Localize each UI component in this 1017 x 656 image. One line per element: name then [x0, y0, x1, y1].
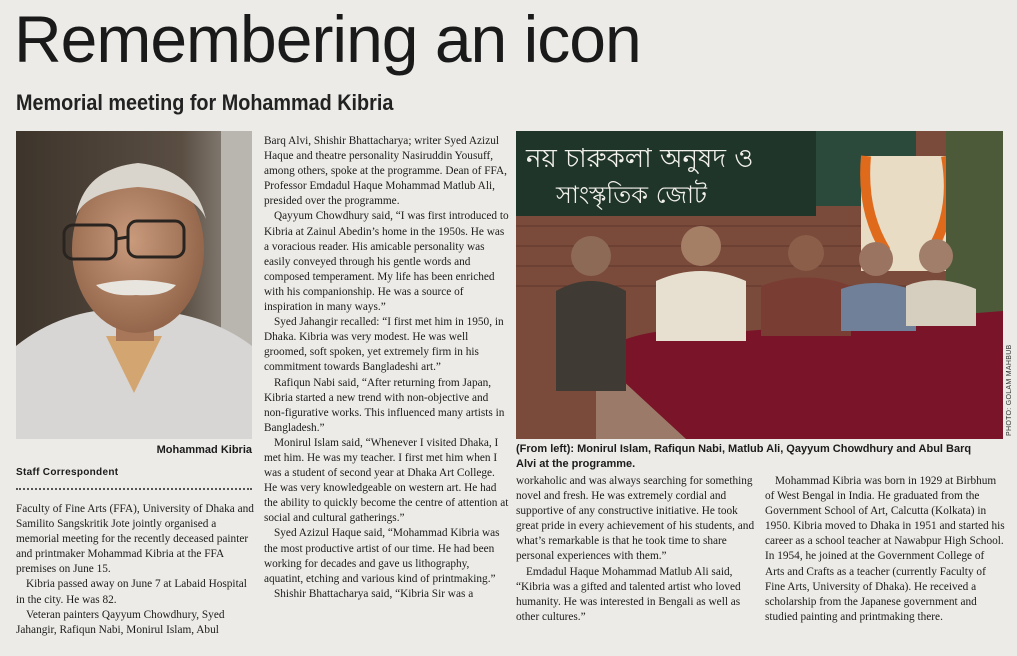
article-column-1: [16, 502, 256, 638]
event-photo-caption: (From left): Monirul Islam, Rafiqun Nabi, Matlub Ali, Qayyum Chowdhury and Abul Barq Alvi at the programme.: [516, 443, 972, 470]
byline: Staff Correspondent: [16, 467, 119, 478]
paragraph: Syed Azizul Haque said, “Mohammad Kibria was the most productive artist of our time. He had been working for decades and gave us lithography, aquatint, etching and various kind of printmaking.”: [264, 527, 500, 585]
paragraph: Monirul Islam said, “Whenever I visited Dhaka, I met him. He was my teacher. I first met him when I was a student of second year at Dhaka Art College. He was very knowledgeable on western art. He had the ability to quickly become the centre of attention at social and cultural gatherings.”: [264, 436, 509, 525]
paragraph: Syed Jahangir recalled: “I first met him in 1950, in Dhaka. Kibria was very modest. He was well groomed, soft spoken, yet extremely firm in his commitment towards Bangladeshi art.”: [264, 316, 504, 374]
event-photo: [516, 131, 1003, 439]
portrait-caption: Mohammad Kibria: [156, 444, 252, 456]
byline-divider: [16, 488, 252, 490]
article-column-4: [765, 474, 1005, 625]
paragraph: Veteran painters Qayyum Chowdhury, Syed Jahangir, Rafiqun Nabi, Monirul Islam, Abul: [16, 608, 225, 636]
paragraph: Kibria passed away on June 7 at Labaid Hospital in the city. He was 82.: [16, 578, 247, 606]
paragraph: Rafiqun Nabi said, “After returning from Japan, Kibria started a new trend with non-objective and non-figurative works. This influenced many artists in Bangladesh.”: [264, 376, 505, 434]
subheadline: Memorial meeting for Mohammad Kibria: [16, 90, 394, 115]
paragraph: Mohammad Kibria was born in 1929 at Birbhum of West Bengal in India. He graduated from the Government School of Art, Calcutta (Kolkata) in 1950. Kibria moved to Dhaka in 1951 and started his career as a school teacher at Nawabpur High School. In 1954, he joined at the Government College of Arts and Crafts as a teacher (currently Faculty of Fine Arts, University of Dhaka). He received a scholarship from the Japanese government and studied painting and printmaking there.: [765, 475, 1005, 623]
paragraph: Emdadul Haque Mohammad Matlub Ali said, “Kibria was a gifted and talented artist who loved humanity. He was interested in Bengali as well as other cultures.”: [516, 565, 741, 623]
banner-text-2: সাংস্কৃতিক জোট: [556, 181, 707, 209]
portrait-photo: [16, 131, 252, 439]
paragraph: Barq Alvi, Shishir Bhattacharya; writer Syed Azizul Haque and theatre personality Nasiruddin Yousuff, among others, spoke at the programme. Dean of FFA, Professor Emdadul Haque Mohammad Matlub Ali, presided over the programme.: [264, 135, 507, 208]
paragraph: Faculty of Fine Arts (FFA), University of Dhaka and Samilito Sangskritik Jote jointly organised a memorial meeting for the recently deceased painter and printmaker Mohammad Kibria at the FFA premises on June 15.: [16, 503, 254, 576]
article-column-3: [516, 474, 758, 625]
photo-credit: PHOTO: GOLAM MAHBUB: [1006, 344, 1013, 436]
paragraph: Qayyum Chowdhury said, “I was first introduced to Kibria at Zainul Abedin’s home in the 1950s. He was a voracious reader. His amicable personality was easily conveyed through his gentle words and composed temperament. My life has been enriched with his companionship. He was a source of inspiration in many ways.”: [264, 210, 509, 314]
headline: Remembering an icon: [14, 2, 641, 76]
banner-text-1: নয় চারুকলা অনুষদ ও: [526, 144, 754, 174]
article-column-2: [264, 134, 510, 602]
paragraph: Shishir Bhattacharya said, “Kibria Sir was a: [274, 587, 474, 600]
paragraph: workaholic and was always searching for something novel and fresh. He was extremely cordial and supportive of any constructive initiative. He took great pride in every achievement of his students, and what’s remarkable is that he took time to share personal experiences with them.”: [516, 475, 755, 563]
